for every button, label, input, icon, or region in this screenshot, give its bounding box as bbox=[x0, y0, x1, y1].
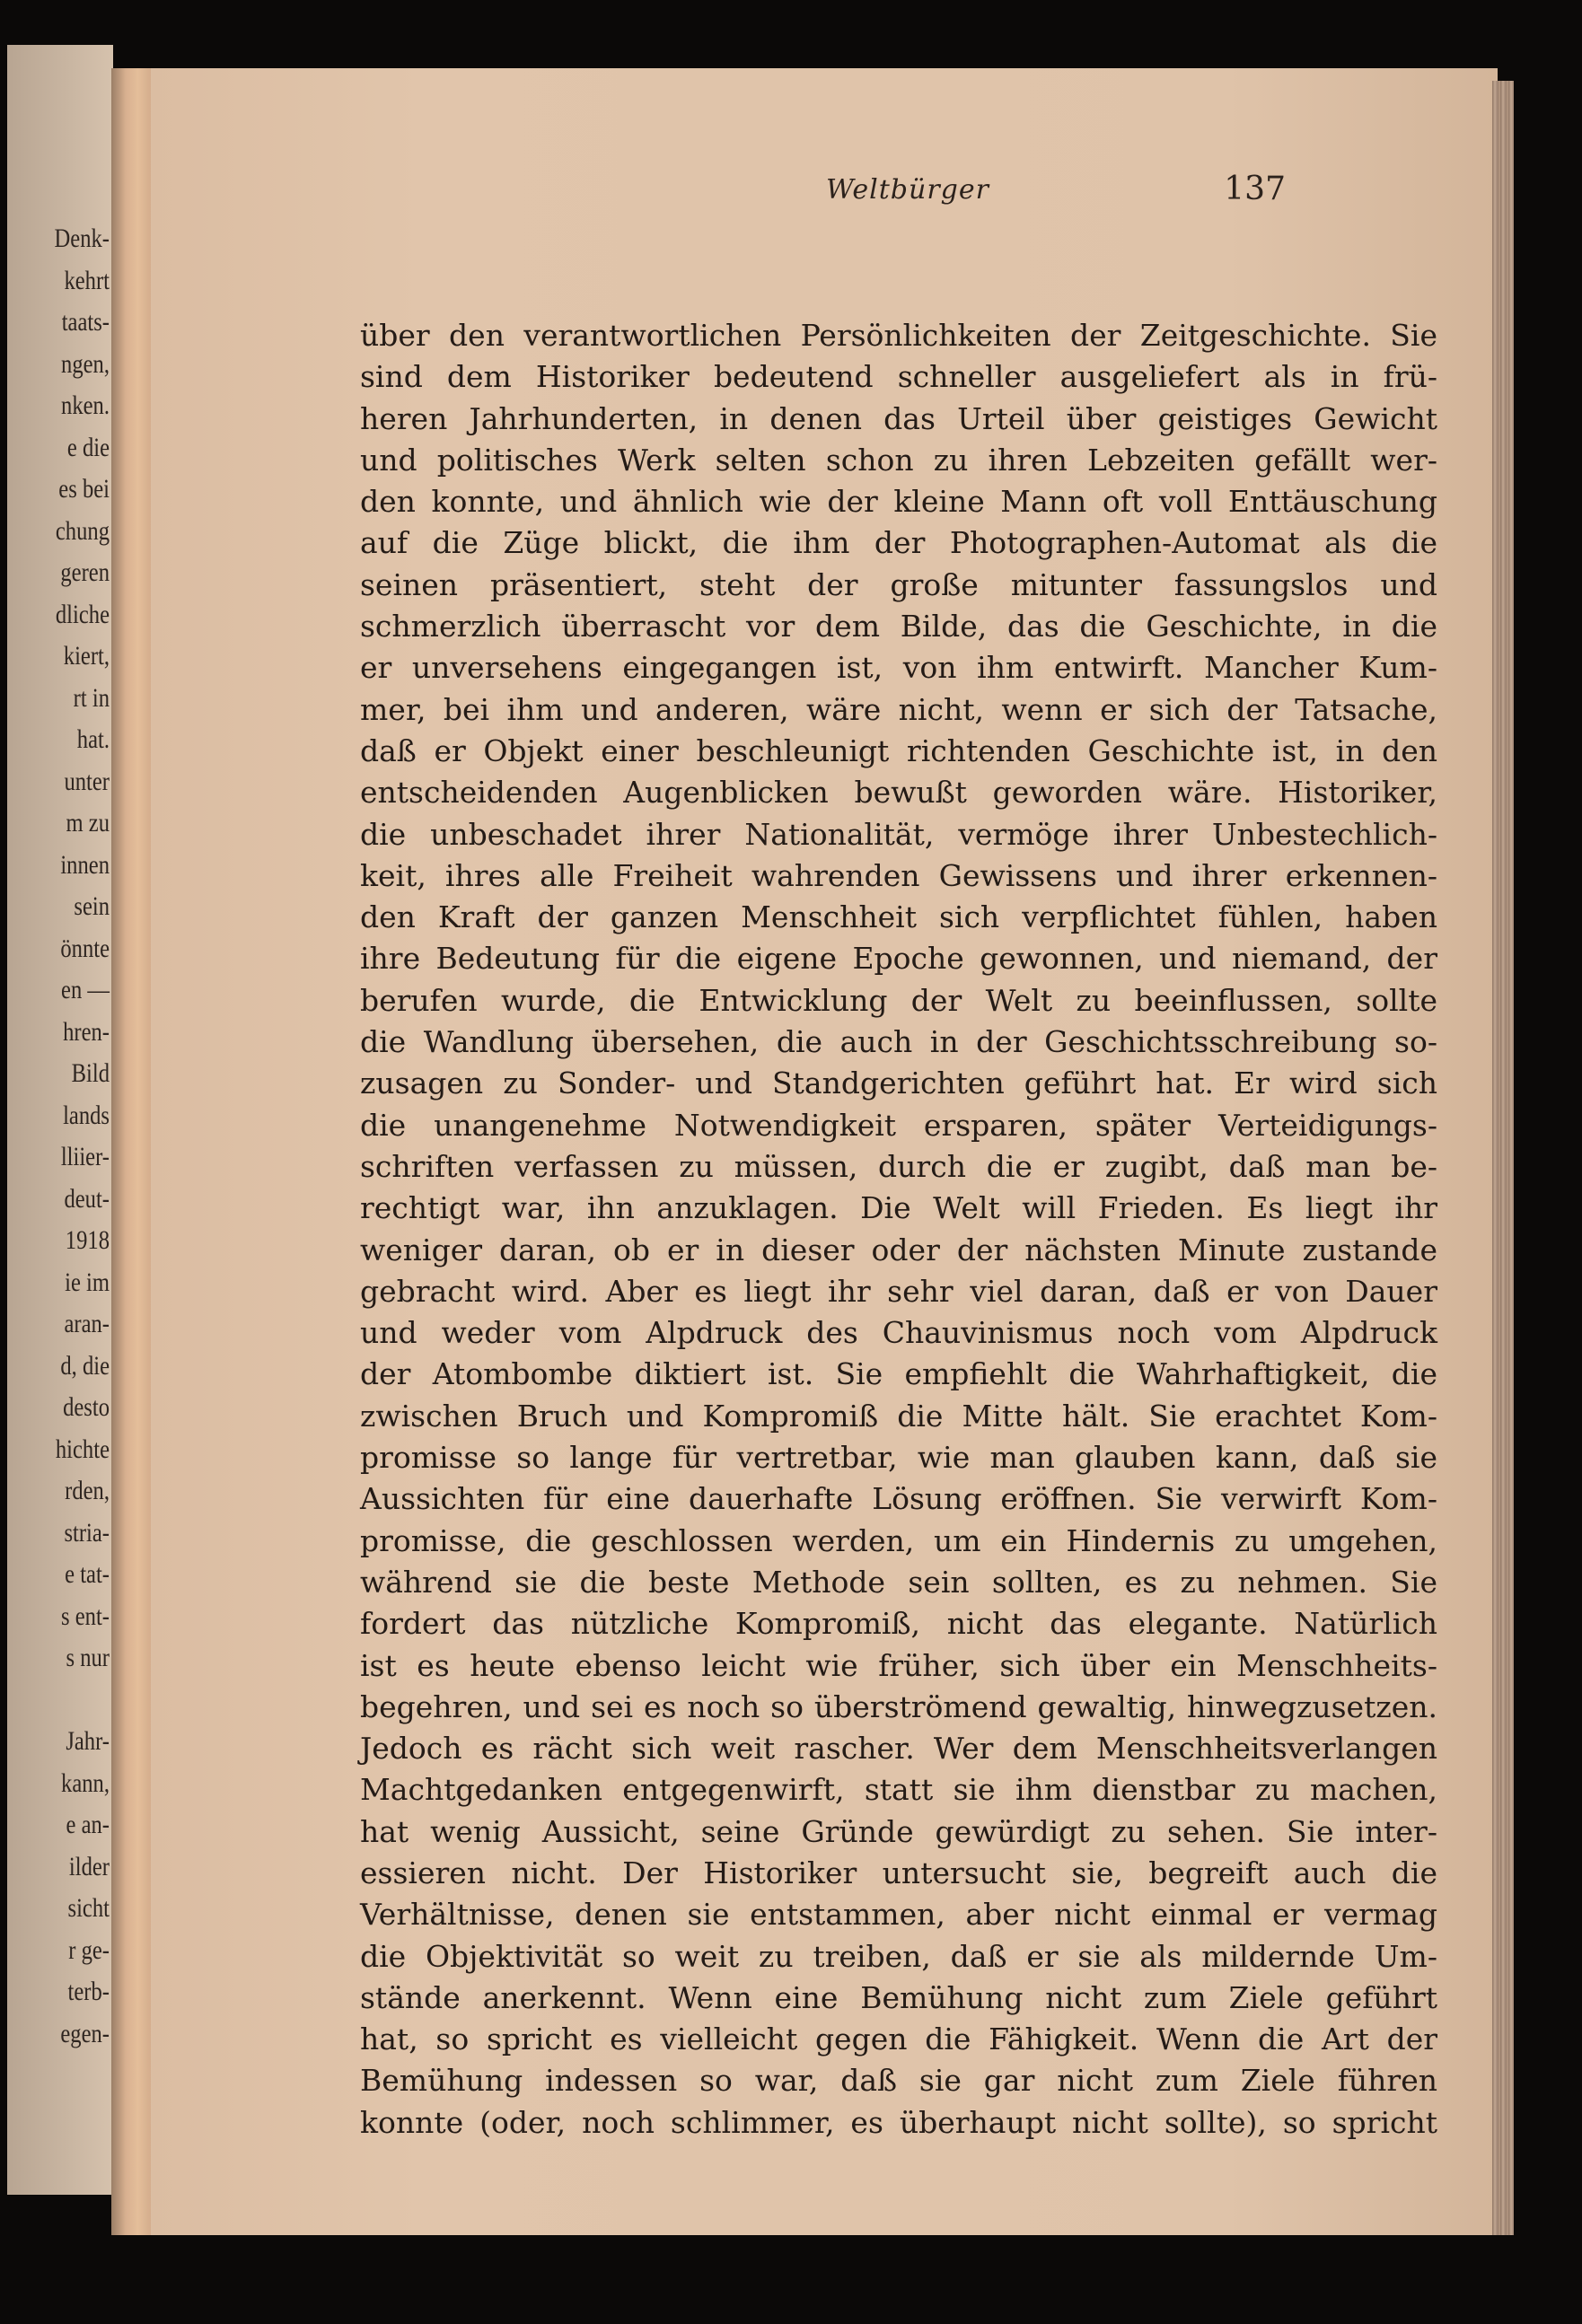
text-line: die unbeschadet ihrer Nationalität, vermöge ihrer Unbestechlich- bbox=[360, 816, 1437, 852]
text-line: hat wenig Aussicht, seine Gründe gewürdigt zu sehen. Sie inter- bbox=[360, 1813, 1437, 1849]
text-line: promisse, die geschlossen werden, um ein Hindernis zu umgehen, bbox=[360, 1522, 1437, 1558]
text-line: zwischen Bruch und Kompromiß die Mitte hält. Sie erachtet Kom- bbox=[360, 1398, 1437, 1434]
left-page-fragment: Bild bbox=[71, 1058, 110, 1088]
page-edge-stack bbox=[1492, 81, 1514, 2235]
text-line: ist es heute ebenso leicht wie früher, sich über ein Menschheits- bbox=[360, 1647, 1437, 1683]
text-line: Jedoch es rächt sich weit rascher. Wer dem Menschheitsverlangen bbox=[360, 1731, 1437, 1767]
left-page-fragment: lliier- bbox=[60, 1142, 110, 1171]
left-page-fragment: rden, bbox=[65, 1476, 110, 1505]
left-page-fragment: egen- bbox=[60, 2018, 110, 2048]
left-page-fragment: geren bbox=[60, 557, 110, 587]
left-page-fragment: s ent- bbox=[61, 1600, 110, 1631]
left-page-fragment: m zu bbox=[66, 808, 110, 838]
left-page-fragment: lands bbox=[63, 1100, 110, 1130]
page-header bbox=[151, 171, 1498, 228]
text-line: schmerzlich überrascht vor dem Bilde, das die Geschichte, in die bbox=[360, 609, 1437, 645]
left-page-fragment: Jahr- bbox=[66, 1726, 110, 1756]
left-page-fragment: en — bbox=[61, 975, 110, 1004]
text-line: schriften verfassen zu müssen, durch die er zugibt, daß man be- bbox=[360, 1148, 1437, 1184]
text-line: Verhältnisse, denen sie entstammen, aber nicht einmal er vermag bbox=[360, 1897, 1437, 1933]
left-page-fragment: ngen, bbox=[61, 348, 110, 379]
text-line: keit, ihres alle Freiheit wahrenden Gewissens und ihrer erkennen- bbox=[360, 857, 1437, 893]
text-line: weniger daran, ob er in dieser oder der nächsten Minute zustande bbox=[360, 1232, 1437, 1267]
left-page-fragment: e die bbox=[66, 432, 110, 462]
left-page-fragment: kiert, bbox=[63, 641, 110, 671]
text-line: konnte (oder, noch schlimmer, es überhaupt nicht sollte), so spricht bbox=[360, 2104, 1437, 2140]
text-line: den Kraft der ganzen Menschheit sich verpflichtet fühlen, haben bbox=[360, 899, 1437, 935]
text-line: auf die Züge blickt, die ihm der Photographen-Automat als die bbox=[360, 525, 1437, 561]
text-line: Aussichten für eine dauerhafte Lösung eröffnen. Sie verwirft Kom- bbox=[360, 1481, 1437, 1517]
left-page-fragment: aran- bbox=[64, 1309, 110, 1338]
text-line: die unangenehme Notwendigkeit ersparen, später Verteidigungs- bbox=[360, 1107, 1437, 1143]
left-page-fragment: 1918 bbox=[65, 1225, 110, 1255]
text-line: sind dem Historiker bedeutend schneller ausgeliefert als in frü- bbox=[360, 359, 1437, 395]
text-line: entscheidenden Augenblicken bewußt geworden wäre. Historiker, bbox=[360, 775, 1437, 811]
text-line: die Wandlung übersehen, die auch in der Geschichtsschreibung so- bbox=[360, 1024, 1437, 1060]
left-page-fragment: dliche bbox=[55, 599, 110, 629]
left-page-fragment: s nur bbox=[66, 1643, 110, 1672]
text-line: promisse so lange für vertretbar, wie man glauben kann, daß sie bbox=[360, 1440, 1437, 1476]
left-page-text-fragments bbox=[7, 218, 110, 2055]
left-page-fragment: ie im bbox=[65, 1267, 110, 1297]
left-page-fragment: r ge- bbox=[68, 1934, 110, 1965]
text-line: Machtgedanken entgegenwirft, statt sie ihm dienstbar zu machen, bbox=[360, 1772, 1437, 1808]
left-page-fragment bbox=[7, 1679, 110, 1722]
left-page-fragment: innen bbox=[60, 849, 110, 880]
text-line: rechtigt war, ihn anzuklagen. Die Welt will Frieden. Es liegt ihr bbox=[360, 1190, 1437, 1226]
text-line: berufen wurde, die Entwicklung der Welt zu beeinflussen, sollte bbox=[360, 982, 1437, 1018]
body-text bbox=[360, 315, 1437, 2144]
left-page-fragment: chung bbox=[55, 515, 110, 546]
left-page-edge bbox=[7, 45, 113, 2195]
left-page-fragment: unter bbox=[64, 766, 110, 796]
left-page-fragment: kehrt bbox=[64, 265, 110, 295]
text-line: zusagen zu Sonder- und Standgerichten geführt hat. Er wird sich bbox=[360, 1066, 1437, 1101]
left-page-fragment: hat. bbox=[76, 724, 110, 754]
text-line: begehren, und sei es noch so überströmend gewaltig, hinwegzusetzen. bbox=[360, 1688, 1437, 1724]
text-line: Bemühung indessen so war, daß sie gar nicht zum Ziele führen bbox=[360, 2063, 1437, 2099]
left-page-fragment: kann, bbox=[61, 1767, 110, 1798]
left-page-fragment: e an- bbox=[66, 1810, 110, 1839]
text-line: während sie die beste Methode sein sollten, es zu nehmen. Sie bbox=[360, 1564, 1437, 1600]
text-line: und politisches Werk selten schon zu ihren Lebzeiten gefällt wer- bbox=[360, 442, 1437, 478]
text-line: den konnte, und ähnlich wie der kleine Mann oft voll Enttäuschung bbox=[360, 484, 1437, 520]
left-page-fragment: hren- bbox=[63, 1016, 110, 1047]
left-page-fragment: sein bbox=[74, 891, 110, 921]
left-page-fragment: stria- bbox=[64, 1517, 110, 1548]
text-line: er unversehens eingegangen ist, von ihm entwirft. Mancher Kum- bbox=[360, 650, 1437, 686]
left-page-fragment: desto bbox=[63, 1392, 110, 1422]
left-page-fragment: e tat- bbox=[65, 1559, 110, 1589]
running-title: Weltbürger bbox=[826, 174, 989, 206]
text-line: seinen präsentiert, steht der große mitunter fassungslos und bbox=[360, 566, 1437, 602]
text-line: essieren nicht. Der Historiker untersucht sie, begreift auch die bbox=[360, 1855, 1437, 1890]
left-page-fragment: önnte bbox=[60, 933, 110, 963]
page-number: 137 bbox=[1224, 171, 1286, 207]
text-line: ihre Bedeutung für die eigene Epoche gewonnen, und niemand, der bbox=[360, 941, 1437, 977]
left-page-fragment: taats- bbox=[61, 307, 110, 337]
text-line: über den verantwortlichen Persönlichkeiten der Zeitgeschichte. Sie bbox=[360, 318, 1437, 353]
left-page-fragment: nken. bbox=[61, 390, 110, 420]
text-line: heren Jahrhunderten, in denen das Urteil über geistiges Gewicht bbox=[360, 400, 1437, 436]
text-line: daß er Objekt einer beschleunigt richtenden Geschichte ist, in den bbox=[360, 732, 1437, 768]
left-page-fragment: es bei bbox=[58, 474, 110, 504]
left-page-fragment: Denk- bbox=[54, 224, 110, 253]
text-line: mer, bei ihm und anderen, wäre nicht, wenn er sich der Tatsache, bbox=[360, 691, 1437, 727]
text-line: die Objektivität so weit zu treiben, daß er sie als mildernde Um- bbox=[360, 1938, 1437, 1974]
left-page-fragment: terb- bbox=[67, 1977, 110, 2006]
left-page-fragment: sicht bbox=[67, 1893, 110, 1923]
text-line: der Atombombe diktiert ist. Sie empfiehlt die Wahrhaftigkeit, die bbox=[360, 1356, 1437, 1392]
left-page-fragment: deut- bbox=[64, 1183, 110, 1214]
text-line: hat, so spricht es vielleicht gegen die Fähigkeit. Wenn die Art der bbox=[360, 2021, 1437, 2057]
left-page-fragment: rt in bbox=[73, 682, 110, 713]
left-page-fragment: hichte bbox=[55, 1434, 110, 1464]
text-line: gebracht wird. Aber es liegt ihr sehr viel daran, daß er von Dauer bbox=[360, 1273, 1437, 1309]
text-line: fordert das nützliche Kompromiß, nicht das elegante. Natürlich bbox=[360, 1606, 1437, 1642]
book-page bbox=[151, 68, 1498, 2235]
text-line: stände anerkennt. Wenn eine Bemühung nicht zum Ziele geführt bbox=[360, 1979, 1437, 2015]
left-page-fragment: ilder bbox=[68, 1851, 110, 1881]
left-page-fragment: d, die bbox=[60, 1350, 110, 1381]
text-line: und weder vom Alpdruck des Chauvinismus noch vom Alpdruck bbox=[360, 1315, 1437, 1351]
